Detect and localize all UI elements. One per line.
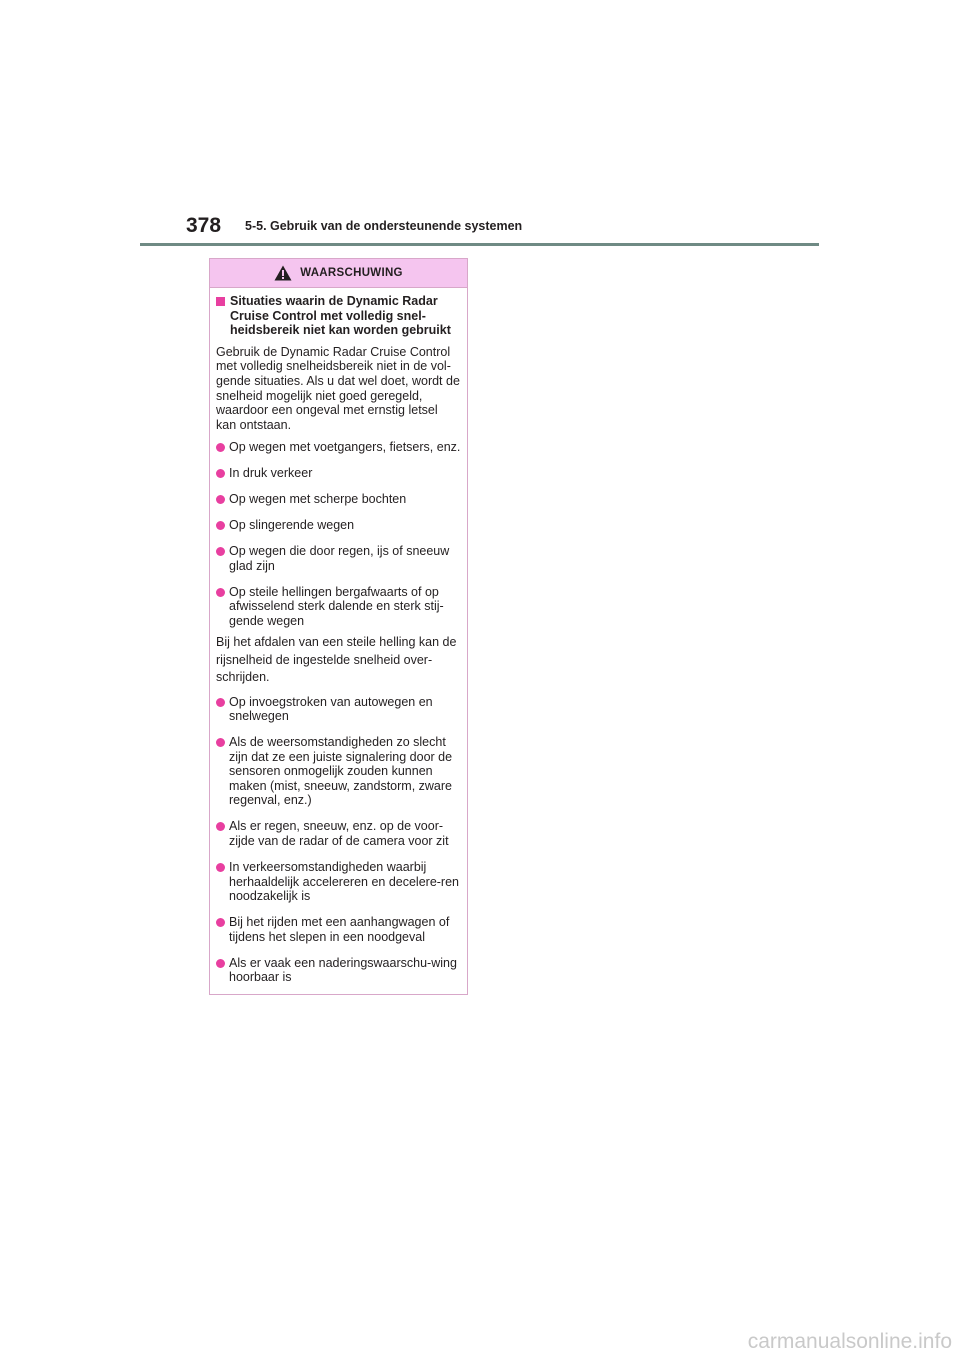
bullet-dot-icon — [216, 698, 225, 707]
list-item-text: Op wegen die door regen, ijs of sneeuw glad zijn — [229, 544, 450, 573]
downhill-note: Bij het afdalen van een steile helling kan de rijsnelheid de ingestelde snelheid over-schrijden. — [216, 635, 457, 685]
bullet-dot-icon — [216, 822, 225, 831]
warning-triangle-icon — [274, 265, 292, 281]
list-item — [216, 544, 461, 573]
list-item-text: Als de weersomstandigheden zo slecht zijn dat ze een juiste signalering door de sensoren onmogelijk zouden kunnen maken (mist, sneeuw, zandstorm, zware regenval, enz.) — [229, 735, 453, 808]
warning-intro: Gebruik de Dynamic Radar Cruise Control met volledig snelheidsbereik niet in de vol-gende situaties. Als u dat wel doet, wordt de snelheid mogelijk niet goed geregeld, waardoor een ongeval met ernstig letsel kan ontstaan. — [216, 344, 460, 432]
list-item — [216, 735, 461, 808]
list-item — [216, 585, 461, 629]
bullet-list-a — [216, 440, 461, 628]
page-number: 378 — [186, 214, 222, 237]
warning-header — [210, 259, 467, 288]
list-item-text: In druk verkeer — [229, 466, 313, 481]
list-item — [216, 956, 461, 985]
list-item — [216, 466, 461, 481]
bullet-dot-icon — [216, 521, 225, 530]
list-item-text: Als er regen, sneeuw, enz. op de voor-zijde van de radar of de camera voor zit — [229, 819, 449, 849]
list-item — [216, 492, 461, 507]
warning-title: WAARSCHUWING — [300, 267, 403, 279]
watermark: carmanualsonline.info — [747, 1330, 952, 1353]
bullet-dot-icon — [216, 918, 225, 927]
list-item — [216, 518, 461, 533]
list-item-text: Op steile hellingen bergafwaarts of op afwisselend sterk dalende en sterk stij-gende wegen — [229, 584, 444, 629]
warning-body — [210, 288, 467, 985]
list-item — [216, 440, 461, 455]
bullet-dot-icon — [216, 738, 225, 747]
list-item — [216, 860, 461, 904]
list-item-text: In verkeersomstandigheden waarbij herhaaldelijk accelereren en decelere-ren noodzakelijk is — [229, 860, 459, 904]
list-item-text: Op wegen met voetgangers, fietsers, enz. — [229, 440, 461, 455]
warning-subheading-text: Situaties waarin de Dynamic Radar Cruise Control met volledig snel-heidsbereik niet kan worden gebruikt — [230, 294, 451, 338]
bullet-dot-icon — [216, 588, 225, 597]
bullet-dot-icon — [216, 959, 225, 968]
list-item-text: Op wegen met scherpe bochten — [229, 492, 407, 507]
bullet-list-b — [216, 695, 461, 985]
list-item — [216, 695, 461, 724]
section-title: 5-5. Gebruik van de ondersteunende systemen — [245, 219, 523, 233]
list-item-text: Als er vaak een naderingswaarschu-wing hoorbaar is — [229, 955, 457, 985]
list-item — [216, 819, 461, 848]
square-bullet-icon — [216, 297, 225, 306]
list-item-text: Op slingerende wegen — [229, 518, 355, 533]
warning-subheading — [216, 294, 461, 338]
bullet-dot-icon — [216, 495, 225, 504]
bullet-dot-icon — [216, 443, 225, 452]
list-item-text: Op invoegstroken van autowegen en snelwegen — [229, 694, 433, 724]
header-divider — [140, 243, 819, 246]
bullet-dot-icon — [216, 863, 225, 872]
bullet-dot-icon — [216, 547, 225, 556]
bullet-dot-icon — [216, 469, 225, 478]
warning-box — [209, 258, 468, 995]
list-item — [216, 915, 461, 944]
list-item-text: Bij het rijden met een aanhangwagen of tijdens het slepen in een noodgeval — [229, 915, 450, 944]
